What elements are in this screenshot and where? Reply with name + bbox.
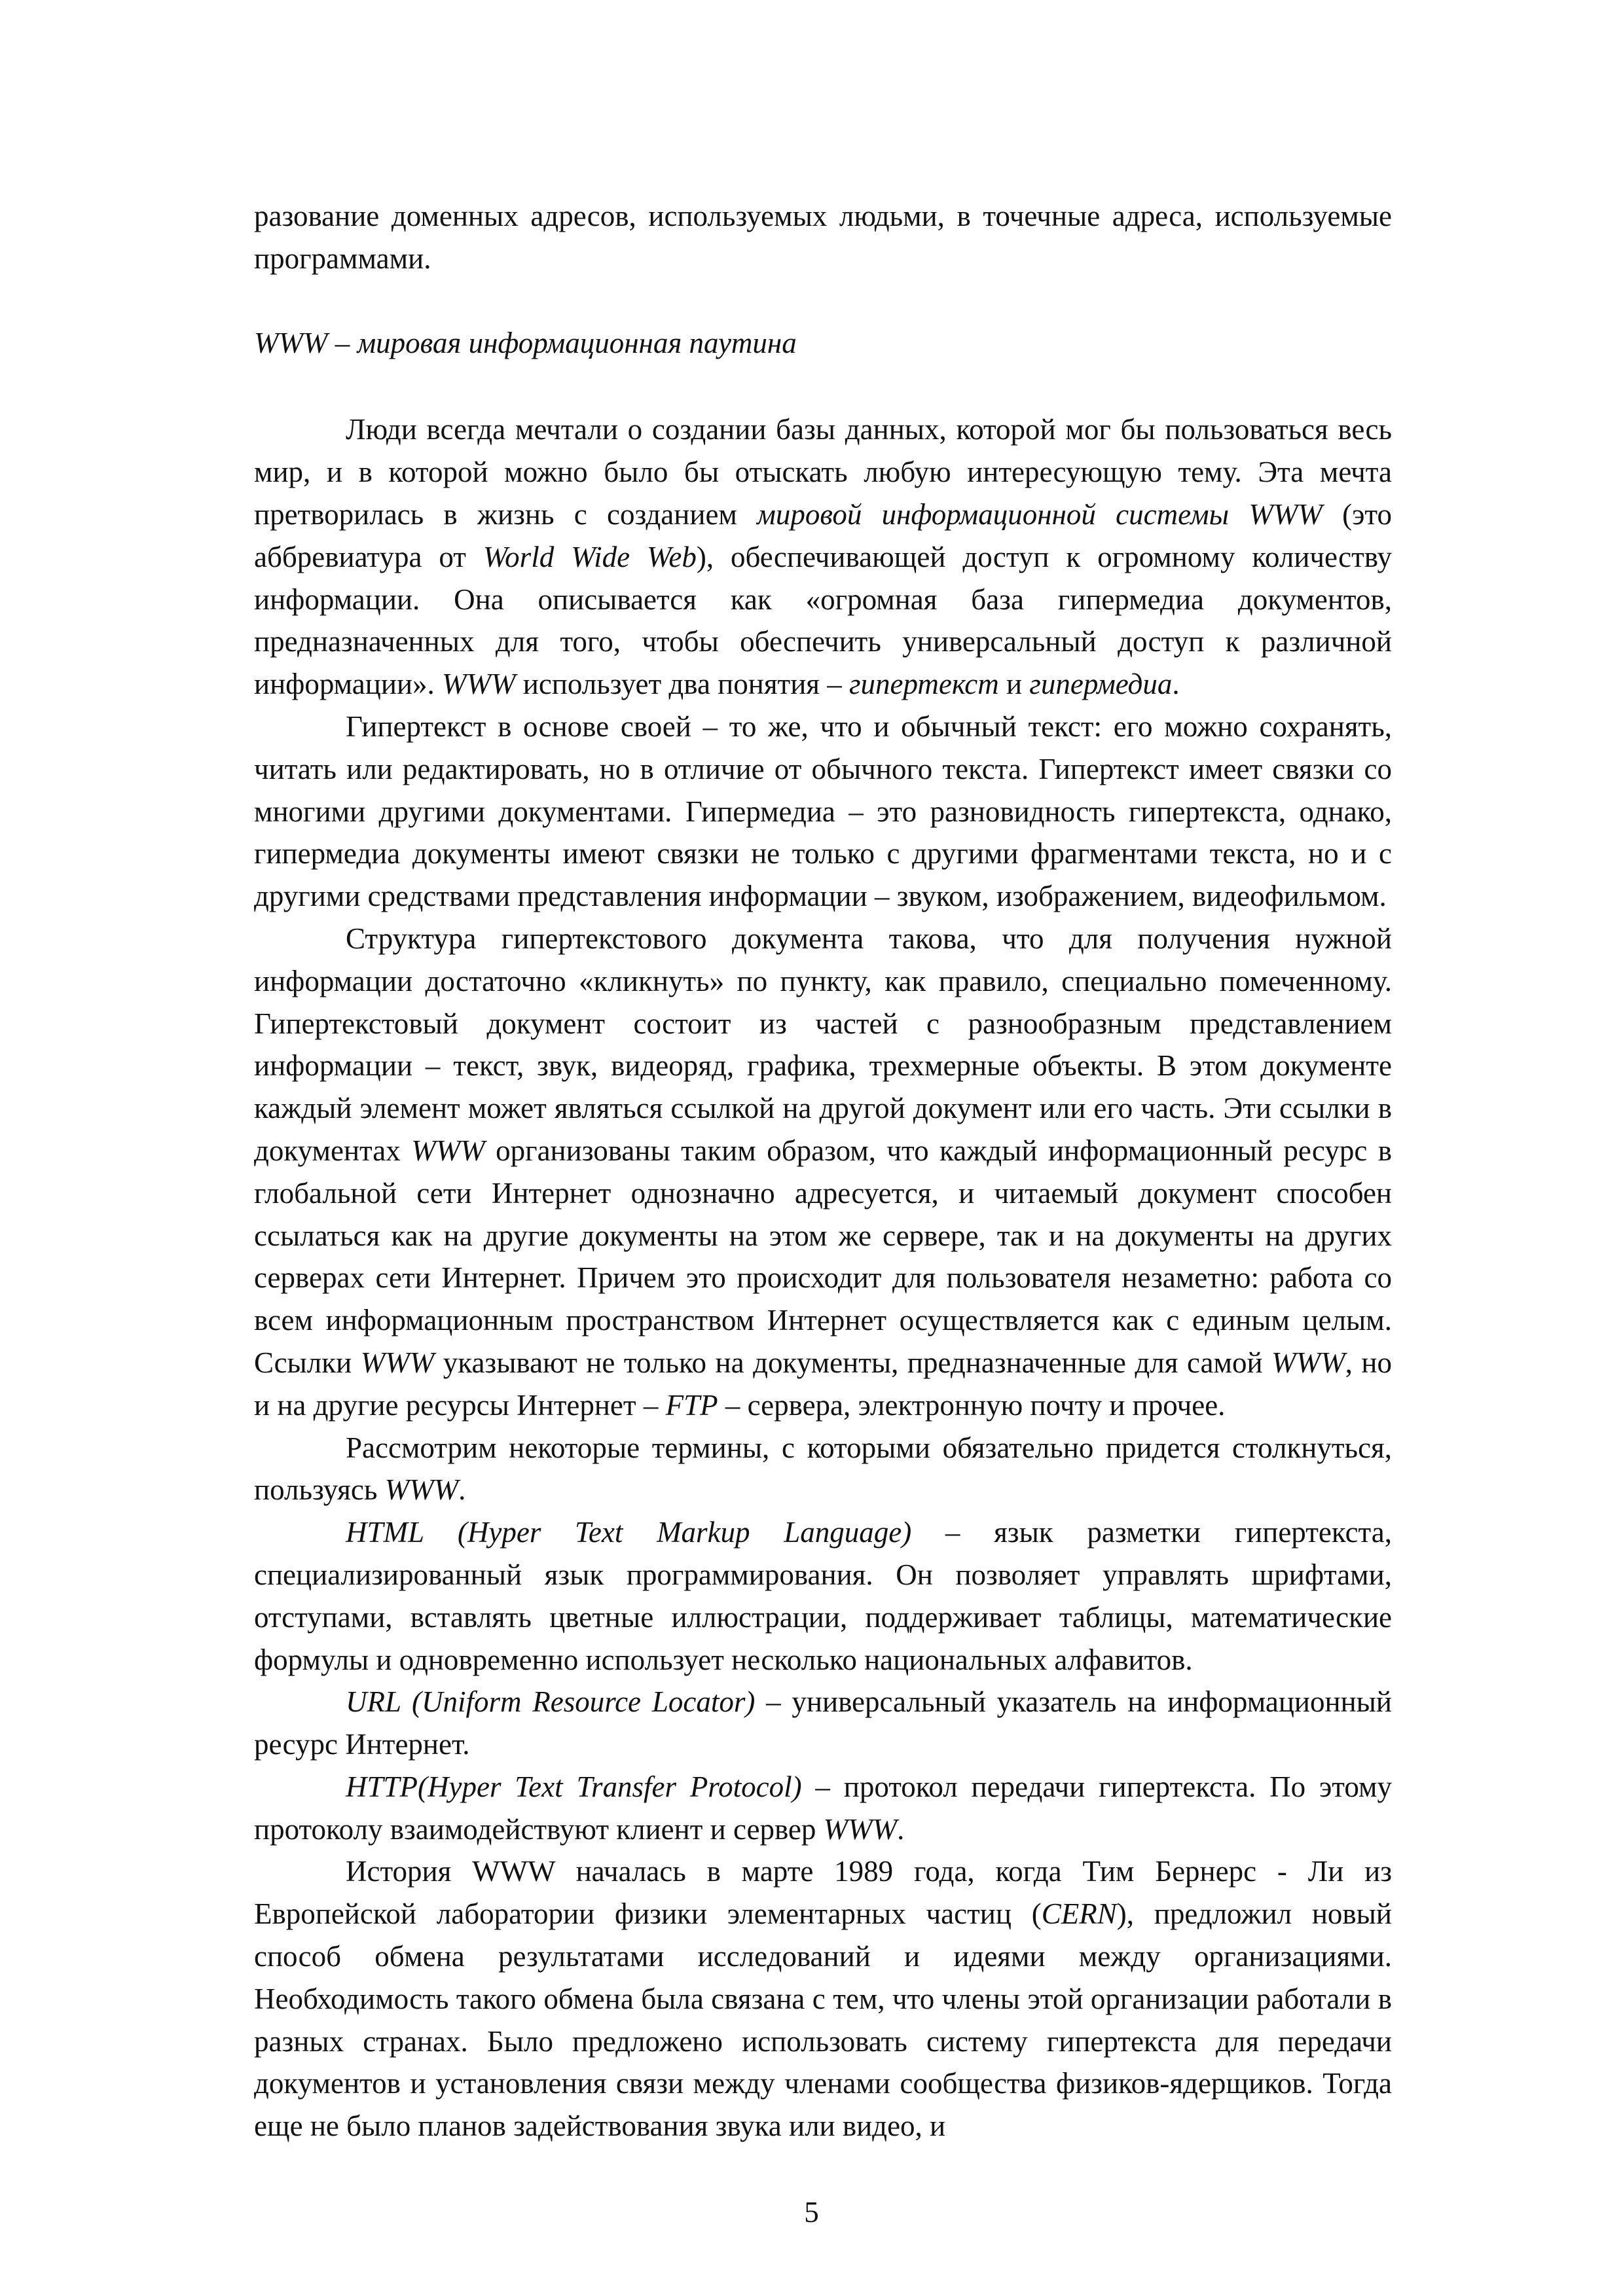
page-number: 5 — [804, 2196, 819, 2229]
paragraph-structure: Структура гипертекстового документа такова, что для получения нужной информации достаточно «кликнуть» по пункту, как правило, специально помеченному. Гипертекстовый документ состоит из частей с разнообразным представлением информации – текст, звук, видеоряд, графика, трехмерные объекты. В этом документе каждый элемент может являться ссылкой на другой документ или его часть. Эти ссылки в документах WWW организованы таким образом, что каждый информационный ресурс в глобальной сети Интернет однозначно адресуется, и читаемый документ способен ссылаться как на другие документы на этом же сервере, так и на документы на других серверах сети Интернет. Причем это происходит для пользователя незаметно: работа со всем информационным пространством Интернет осуществляется как с единым целым. Ссылки WWW указывают не только на документы, предназначенные для самой WWW, но и на другие ресурсы Интернет – FTP – сервера, электронную почту и прочее. — [254, 922, 1392, 1422]
definition-term: URL (Uniform Resource Locator) — [346, 1685, 756, 1719]
emphasis-term: WWW — [411, 1134, 485, 1167]
definition-http: HTTP(Hyper Text Transfer Protocol) – протокол передачи гипертекста. По этому протоколу взаимодействуют клиент и сервер WWW. — [254, 1770, 1392, 1846]
emphasis-term: гипертекст — [848, 668, 999, 701]
paragraph-text: разование доменных адресов, используемых людьми, в точечные адреса, используемые программами. — [254, 200, 1392, 275]
definition-html: HTML (Hyper Text Markup Language) – язык разметки гипертекста, специализированный язык программирования. Он позволяет управлять шрифтами, отступами, вставлять цветные иллюстрации, поддерживает таблицы, математические формулы и одновременно использует несколько национальных алфавитов. — [254, 1516, 1392, 1676]
emphasis-term: гипермедиа — [1029, 668, 1173, 701]
paragraph-terms-intro: Рассмотрим некоторые термины, с которыми обязательно придется столкнуться, пользуясь WWW. — [254, 1431, 1392, 1507]
emphasis-term: CERN — [1041, 1897, 1117, 1931]
definition-url: URL (Uniform Resource Locator) – универсальный указатель на информационный ресурс Интернет. — [254, 1685, 1392, 1761]
paragraph-hypertext: Гипертекст в основе своей – то же, что и обычный текст: его можно сохранять, читать или редактировать, но в отличие от обычного текста. Гипертекст имеет связки со многими другими документами. Гипермедиа – это разновидность гипертекста, однако, гипермедиа документы имеют связки не только с другими фрагментами текста, но и с другими средствами представления информации – звуком, изображением, видеофильмом. — [254, 709, 1392, 913]
page-body — [254, 195, 1392, 2147]
paragraph-www-intro: Люди всегда мечтали о создании базы данных, которой мог бы пользоваться весь мир, и в которой можно было бы отыскать любую интересующую тему. Эта мечта претворилась в жизнь с созданием мировой информационной системы WWW (это аббревиатура от World Wide Web), обеспечивающей доступ к огромному количеству информации. Она описывается как «огромная база гипермедиа документов, предназначенных для того, чтобы обеспечить универсальный доступ к различной информации». WWW использует два понятия – гипертекст и гипермедиа. — [254, 413, 1392, 701]
emphasis-term: WWW — [360, 1346, 435, 1379]
definition-term: HTML (Hyper Text Markup Language) — [346, 1516, 912, 1549]
emphasis-term: FTP — [665, 1388, 718, 1422]
emphasis-term: World Wide Web — [483, 540, 697, 573]
emphasis-term: WWW — [442, 668, 516, 701]
definition-term: HTTP(Hyper Text Transfer Protocol) — [346, 1770, 802, 1803]
paragraph-history: История WWW началась в марте 1989 года, когда Тим Бернерс - Ли из Европейской лаборатории физики элементарных частиц (CERN), предложил новый способ обмена результатами исследований и идеями между организациями. Необходимость такого обмена была связана с тем, что члены этой организации работали в разных странах. Было предложено использовать систему гипертекста для передачи документов и установления связи между членами сообщества физиков-ядерщиков. Тогда еще не было планов задействования звука или видео, и — [254, 1855, 1392, 2143]
emphasis-term: мировой информационной системы WWW — [757, 497, 1322, 531]
emphasis-term: WWW — [1271, 1346, 1345, 1379]
continuation-paragraph — [254, 195, 1392, 280]
section-heading: WWW – мировая информационная паутина — [254, 326, 797, 359]
emphasis-term: WWW — [823, 1812, 898, 1846]
emphasis-term: WWW — [384, 1473, 459, 1507]
